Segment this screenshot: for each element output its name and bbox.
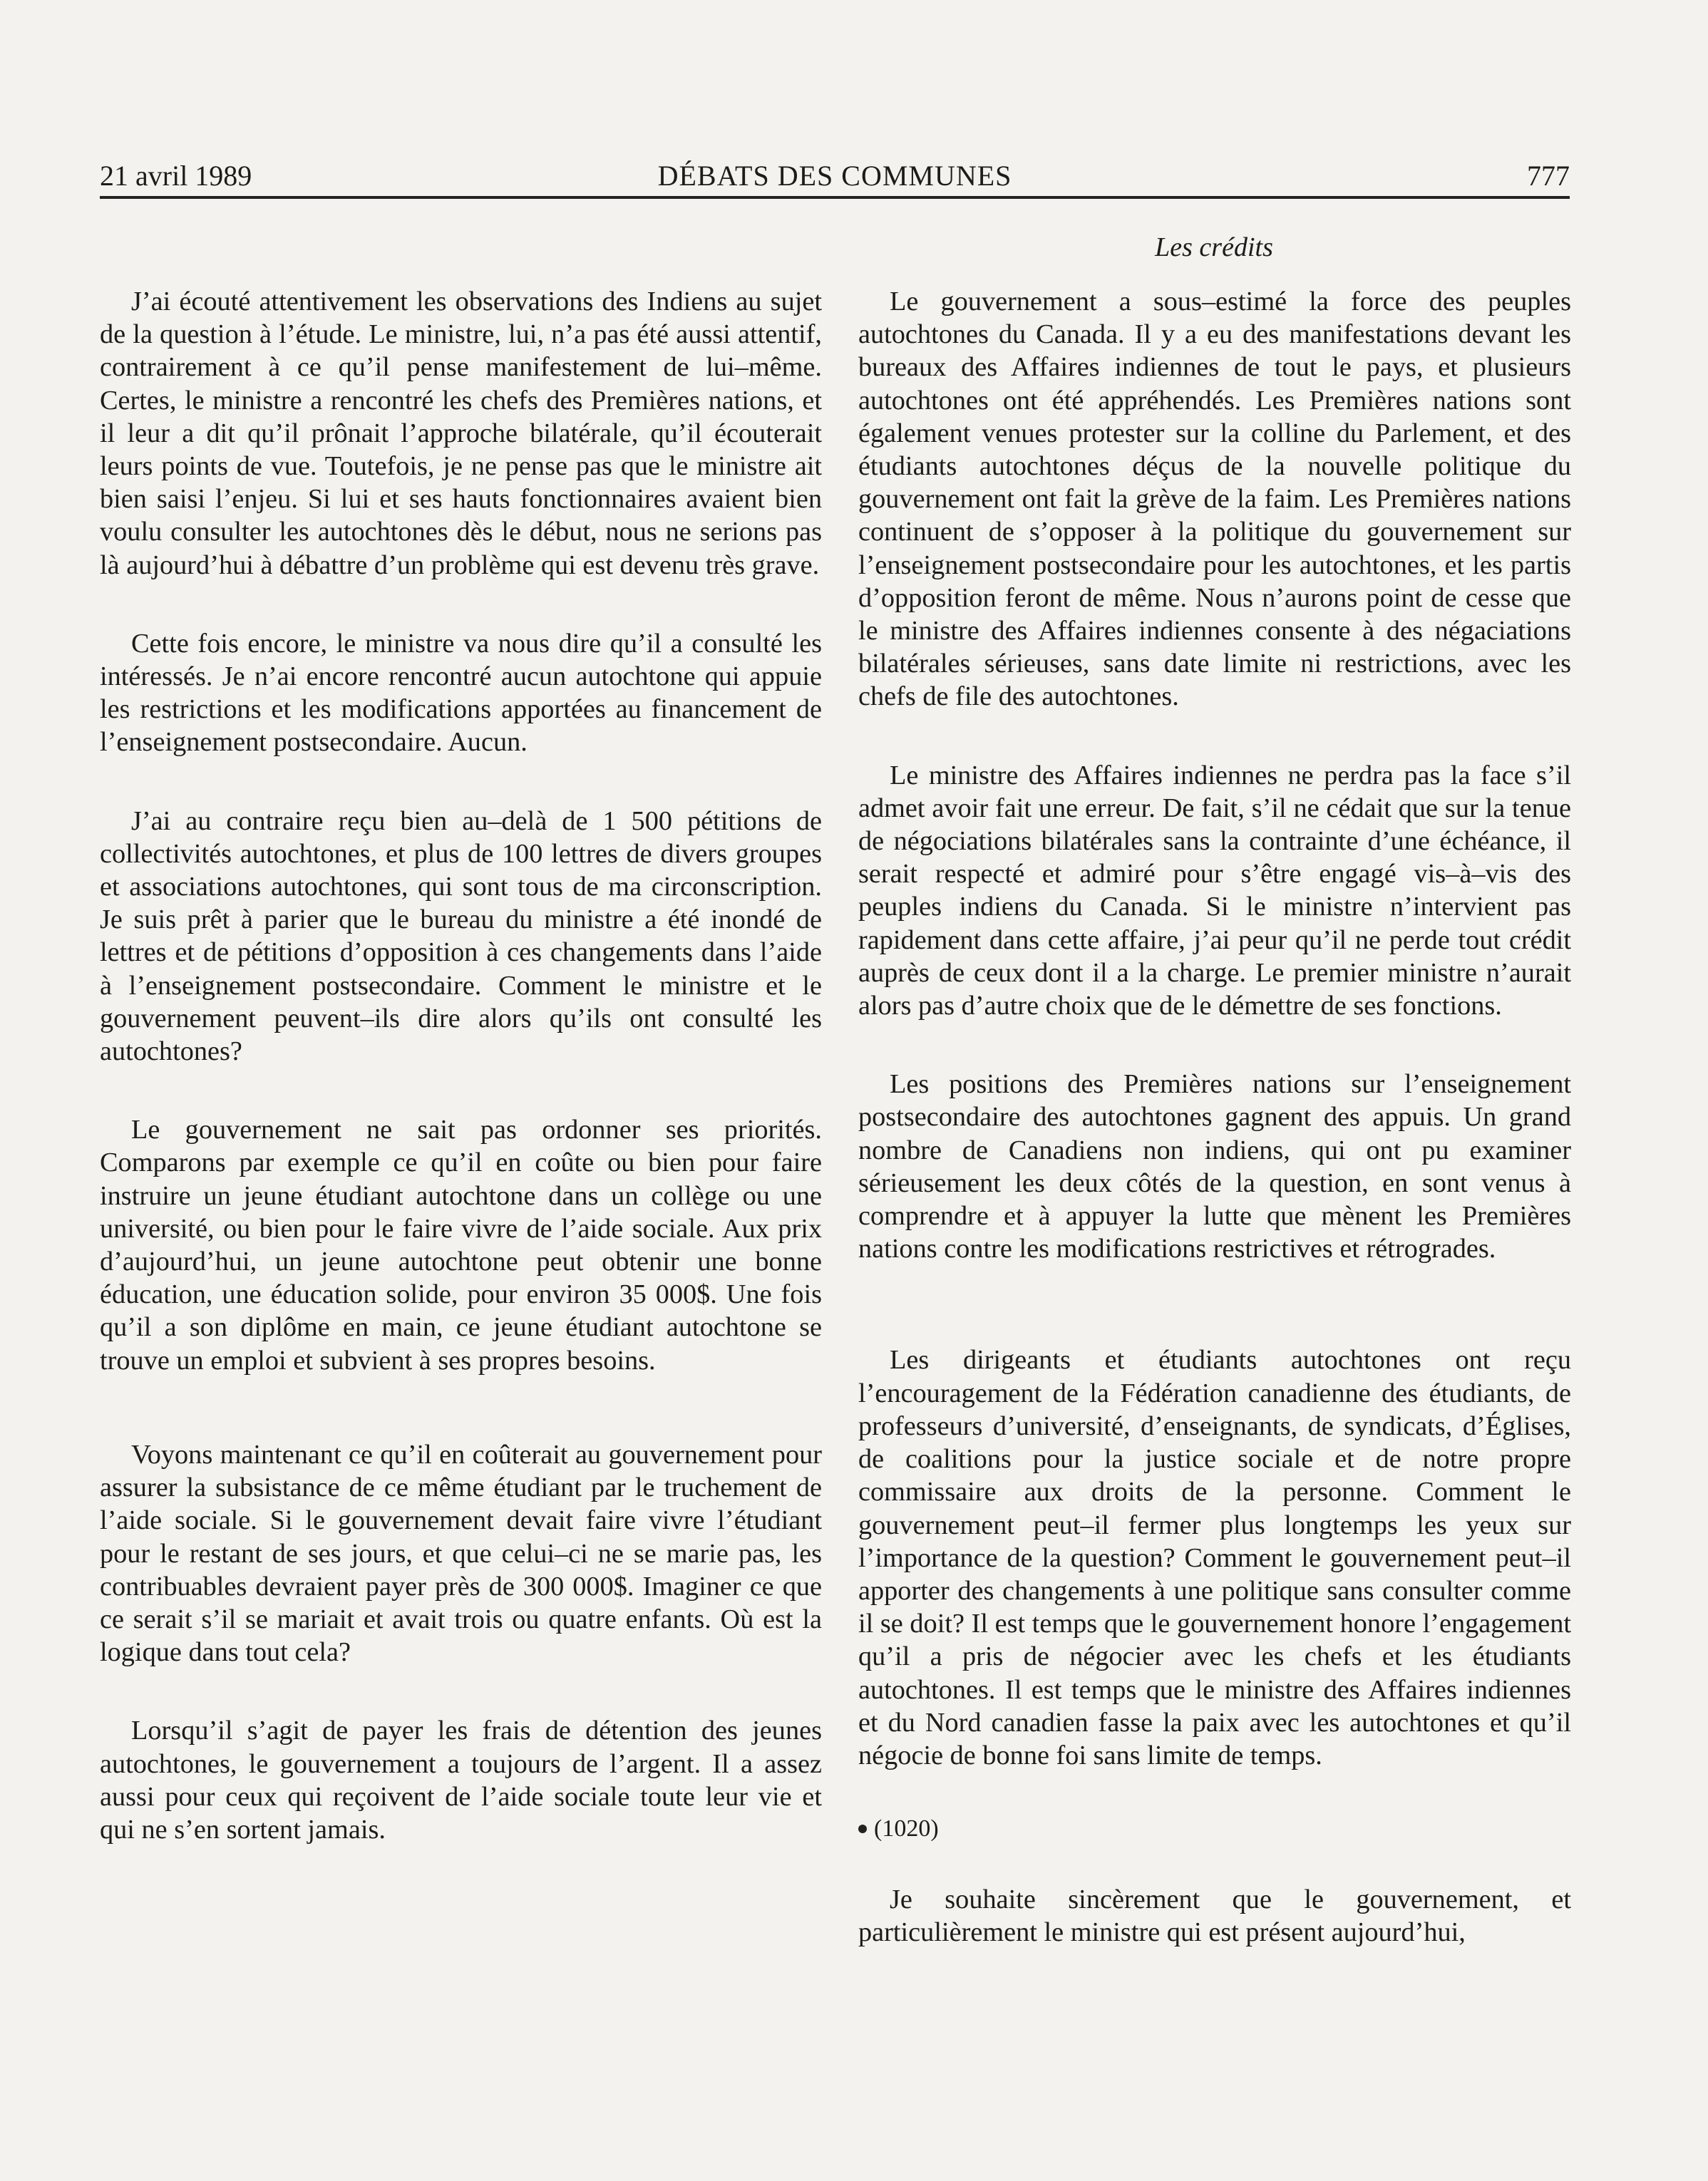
paragraph: Le gouvernement ne sait pas ordonner ses priorités. Comparons par exemple ce qu’il en coûte ou bien pour faire instruire un jeune étudiant autochtone dans un collège ou une université, ou bien pour le faire vivre de l’aide sociale. Aux prix d’aujourd’hui, un jeune autochtone peut obtenir une bonne éducation, une éducation solide, pour environ 35 000$. Une fois qu’il a son diplôme en main, ce jeune étudiant autochtone se trouve un emploi et subvient à ses propres besoins.: [100, 1115, 822, 1376]
timestamp: [858, 1815, 1571, 1843]
paragraph: Je souhaite sincèrement que le gouvernement, et particulièrement le ministre qui est présent aujourd’hui,: [858, 1884, 1571, 1948]
paragraph: Voyons maintenant ce qu’il en coûterait au gouvernement pour assurer la subsistance de ce même étudiant par le truchement de l’aide sociale. Si le gouvernement devait faire vivre l’étudiant pour le restant de ses jours, et que celui–ci ne se marie pas, les contribuables devraient payer près de 300 000$. Imaginer ce que ce serait s’il se mariait et avait trois ou quatre enfants. Où est la logique dans tout cela?: [100, 1439, 822, 1668]
paragraph: Le ministre des Affaires indiennes ne perdra pas la face s’il admet avoir fait une erreur. De fait, s’il ne cédait que sur la tenue de négociations bilatérales sans la contrainte d’une échéance, il serait respecté et admiré pour s’être engagé vis–à–vis des peuples indiens du Canada. Si le ministre n’intervient pas rapidement dans cette affaire, j’ai peur qu’il ne perde tout crédit auprès de ceux dont il a la charge. Le premier ministre n’aurait alors pas d’autre choix que de le démettre de ses fonctions.: [858, 760, 1571, 1021]
paragraph: Cette fois encore, le ministre va nous dire qu’il a consulté les intéressés. Je n’ai encore rencontré aucun autochtone qui appuie les restrictions et les modifications apportées au financement de l’enseignement postsecondaire. Aucun.: [100, 628, 822, 758]
paragraph: Lorsqu’il s’agit de payer les frais de détention des jeunes autochtones, le gouvernement a toujours de l’argent. Il a assez aussi pour ceux qui reçoivent de l’aide sociale toute leur vie et qui ne s’en sortent jamais.: [100, 1716, 822, 1845]
paragraph: Les positions des Premières nations sur l’enseignement postsecondaire des autochtones gagnent des appuis. Un grand nombre de Canadiens non indiens, qui ont pu examiner sérieusement les deux côtés de la question, en sont venus à comprendre et à appuyer la lutte que mènent les Premières nations contre les modifications restrictives et rétrogrades.: [858, 1069, 1571, 1264]
paragraph: Le gouvernement a sous–estimé la force des peuples autochtones du Canada. Il y a eu des manifestations devant les bureaux des Affaires indiennes de tout le pays, et plusieurs autochtones ont été appréhendés. Les Premières nations sont également venues protester sur la colline du Parlement, et des étudiants autochtones déçus de la nouvelle politique du gouvernement ont fait la grève de la faim. Les Premières nations continuent de s’opposer à la politique du gouvernement sur l’enseignement postsecondaire pour les autochtones, et les partis d’opposition feront de même. Nous n’aurons point de cesse que le ministre des Affaires indiennes consente à des négaciations bilatérales sérieuses, sans date limite ni restrictions, avec les chefs de file des autochtones.: [858, 287, 1571, 712]
paragraph: J’ai au contraire reçu bien au–delà de 1 500 pétitions de collectivités autochtones, et plus de 100 lettres de divers groupes et associations autochtones, qui sont tous de ma circonscription. Je suis prêt à parier que le bureau du ministre a été inondé de lettres et de pétitions d’opposition à ces changements dans l’aide à l’enseignement postsecondaire. Comment le ministre et le gouvernement peuvent–ils dire alors qu’ils ont consulté les autochtones?: [100, 805, 822, 1067]
left-column: [100, 285, 822, 1846]
header-date: 21 avril 1989: [100, 160, 252, 192]
page-number: 777: [1527, 160, 1570, 192]
bullet-icon: [858, 1825, 867, 1833]
page-header: [100, 153, 1570, 199]
section-title: Les crédits: [1155, 232, 1273, 262]
right-column: [858, 285, 1571, 1949]
timestamp-text: (1020): [874, 1815, 939, 1842]
header-title: DÉBATS DES COMMUNES: [657, 160, 1012, 192]
paragraph: Les dirigeants et étudiants autochtones ont reçu l’encouragement de la Fédération canadienne des étudiants, de professeurs d’université, d’enseignants, de syndicats, d’Églises, de coalitions pour la justice sociale et de notre propre commissaire aux droits de la personne. Comment le gouvernement peut–il fermer plus longtemps les yeux sur l’importance de la question? Comment le gouvernement peut–il apporter des changements à une politique sans consulter comme il se doit? Il est temps que le gouvernement honore l’engagement qu’il a pris de négocier avec les chefs et les étudiants autochtones. Il est temps que le ministre des Affaires indiennes et du Nord canadien fasse la paix avec les autochtones et qu’il négocie de bonne foi sans limite de temps.: [858, 1345, 1571, 1770]
paragraph: J’ai écouté attentivement les observations des Indiens au sujet de la question à l’étude. Le ministre, lui, n’a pas été aussi attentif, contrairement à ce qu’il pense manifestement de lui–même. Certes, le ministre a rencontré les chefs des Premières nations, et il leur a dit qu’il prônait l’approche bilatérale, qu’il écouterait leurs points de vue. Toutefois, je ne pense pas que le ministre ait bien saisi l’enjeu. Si lui et ses hauts fonctionnaires avaient bien voulu consulter les autochtones dès le début, nous ne serions pas là aujourd’hui à débattre d’un problème qui est devenu très grave.: [100, 287, 822, 580]
